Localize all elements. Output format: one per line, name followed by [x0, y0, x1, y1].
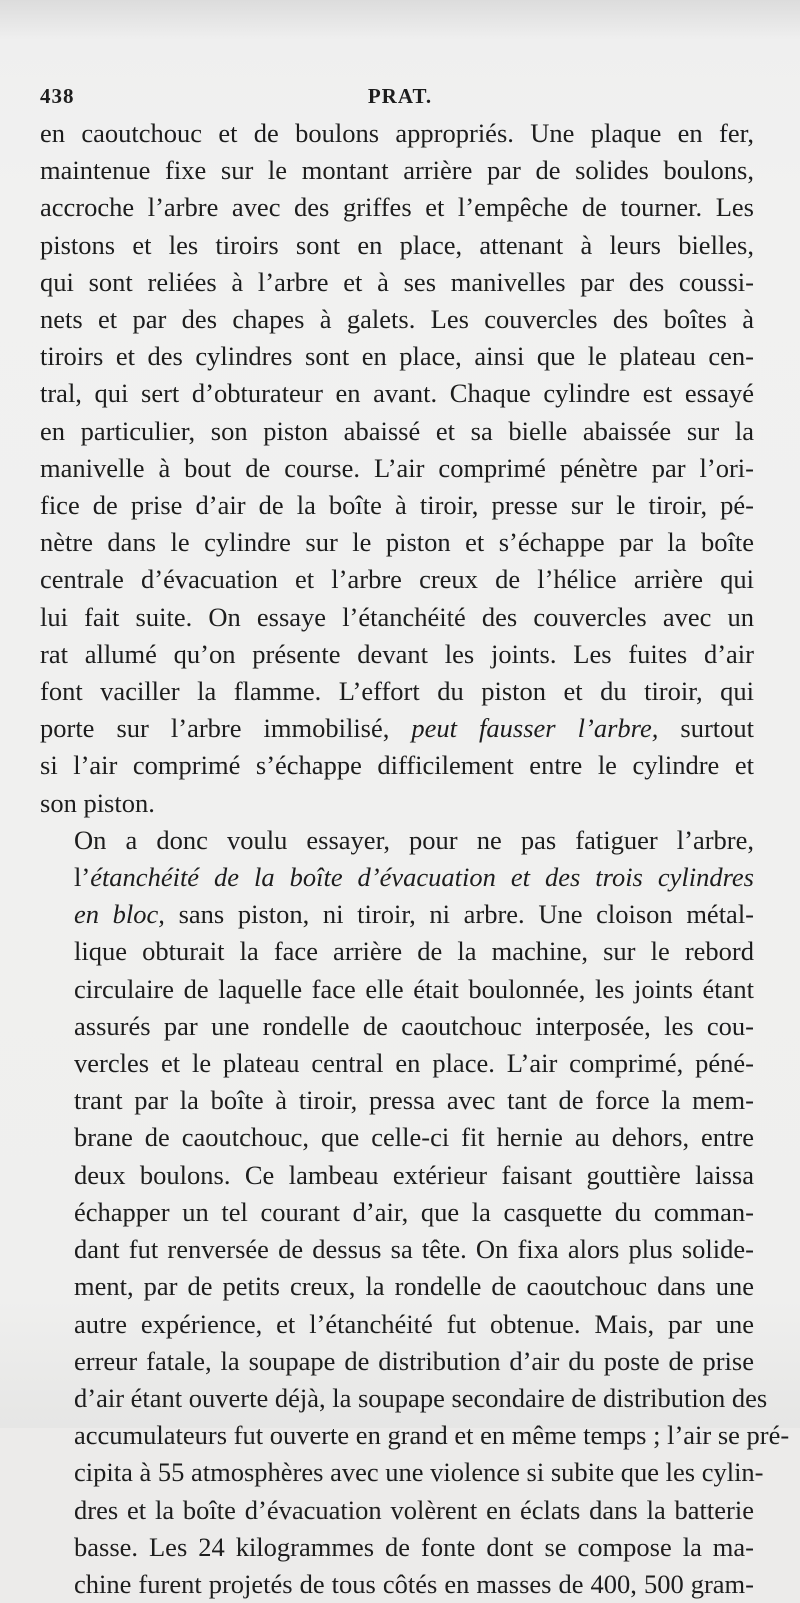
- italic-text: peut fausser l’arbre,: [411, 713, 659, 744]
- text-line: [40, 636, 754, 673]
- text-run: si l’air comprimé s’échappe difficilement entre le cylindre et: [40, 750, 754, 781]
- text-run: lui fait suite. On essaye l’étanchéité des couvercles avec un: [40, 601, 754, 632]
- text-line: [40, 115, 754, 152]
- text-line: [40, 1231, 754, 1268]
- text-run: On a donc voulu essayer, pour ne pas fatiguer l’arbre,: [74, 824, 754, 855]
- text-line: [40, 971, 754, 1008]
- paragraph: [40, 115, 754, 822]
- text-line: [40, 673, 754, 710]
- text-line: [40, 1306, 754, 1343]
- text-run: nètre dans le cylindre sur le piston et s’échappe par la boîte: [40, 527, 754, 558]
- text-line: [40, 1529, 754, 1566]
- text-run: accroche l’arbre avec des griffes et l’empêche de tourner. Les: [40, 192, 754, 223]
- text-run: font vaciller la flamme. L’effort du piston et du tiroir, qui: [40, 676, 754, 707]
- text-line: [40, 1566, 754, 1603]
- text-line: [40, 227, 754, 264]
- text-line: [40, 1157, 754, 1194]
- text-run: tiroirs et des cylindres sont en place, ainsi que le plateau cen-: [40, 341, 754, 372]
- text-run: son piston.: [40, 787, 155, 818]
- text-line: [40, 375, 754, 412]
- text-run: lique obturait la face arrière de la machine, sur le rebord: [74, 936, 754, 967]
- body-text: [40, 115, 790, 1603]
- page-number: 438: [40, 84, 75, 108]
- text-run: en particulier, son piston abaissé et sa bielle abaissée sur la: [40, 415, 754, 446]
- text-line: [40, 933, 754, 970]
- text-run: chine furent projetés de tous côtés en masses de 400, 500 gram-: [74, 1568, 754, 1599]
- text-line: [40, 189, 754, 226]
- text-line: [40, 896, 754, 933]
- text-line: [40, 338, 754, 375]
- text-line: [40, 1380, 768, 1417]
- text-line: [40, 859, 754, 896]
- text-run: trant par la boîte à tiroir, pressa avec tant de force la mem-: [74, 1085, 754, 1116]
- text-line: [40, 1045, 754, 1082]
- page-header: [40, 84, 760, 114]
- text-run: maintenue fixe sur le montant arrière par de solides boulons,: [40, 155, 754, 186]
- running-head: PRAT.: [367, 84, 433, 108]
- text-line: [40, 524, 754, 561]
- text-run: accumulateurs fut ouverte en grand et en même temps ; l’air se pré-: [74, 1420, 790, 1451]
- text-run: nets et par des chapes à galets. Les couvercles des boîtes à: [40, 304, 754, 335]
- text-line: [40, 1008, 754, 1045]
- text-line: [40, 1417, 790, 1454]
- text-run: cipita à 55 atmosphères avec une violence si subite que les cylin-: [74, 1457, 764, 1488]
- text-run: échapper un tel courant d’air, que la casquette du comman-: [74, 1196, 754, 1227]
- text-line: [40, 1268, 754, 1305]
- paragraph: [40, 822, 790, 1603]
- text-run: manivelle à bout de course. L’air comprimé pénètre par l’ori-: [40, 452, 754, 483]
- text-run: porte sur l’arbre immobilisé,: [40, 713, 412, 744]
- text-line: [40, 1194, 754, 1231]
- text-line: [40, 152, 754, 189]
- text-line: [40, 561, 754, 598]
- text-run: brane de caoutchouc, que celle-ci fit hernie au dehors, entre: [74, 1122, 754, 1153]
- text-run: rat allumé qu’on présente devant les joints. Les fuites d’air: [40, 638, 754, 669]
- text-run: tral, qui sert d’obturateur en avant. Chaque cylindre est essayé: [40, 378, 754, 409]
- text-line: [40, 450, 754, 487]
- text-run: centrale d’évacuation et l’arbre creux de l’hélice arrière qui: [40, 564, 754, 595]
- text-line: [40, 822, 754, 859]
- text-line: [40, 487, 754, 524]
- text-run: vercles et le plateau central en place. L’air comprimé, péné-: [74, 1048, 754, 1079]
- italic-text: en bloc,: [74, 899, 165, 930]
- text-run: qui sont reliées à l’arbre et à ses manivelles par des coussi-: [40, 266, 754, 297]
- text-run: surtout: [658, 713, 754, 744]
- text-line: [40, 1454, 764, 1491]
- text-run: l’: [74, 862, 91, 893]
- text-run: dres et la boîte d’évacuation volèrent en éclats dans la batterie: [74, 1494, 754, 1525]
- text-line: [40, 785, 754, 822]
- text-line: [40, 264, 754, 301]
- text-run: assurés par une rondelle de caoutchouc interposée, les cou-: [74, 1010, 754, 1041]
- text-run: d’air étant ouverte déjà, la soupape secondaire de distribution des: [74, 1382, 768, 1413]
- text-run: dant fut renversée de dessus sa tête. On fixa alors plus solide-: [74, 1234, 754, 1265]
- text-line: [40, 413, 754, 450]
- text-line: [40, 599, 754, 636]
- italic-text: étanchéité de la boîte d’évacuation et des trois cylindres: [90, 862, 754, 893]
- text-run: erreur fatale, la soupape de distribution d’air du poste de prise: [74, 1345, 754, 1376]
- text-line: [40, 301, 754, 338]
- text-run: circulaire de laquelle face elle était boulonnée, les joints étant: [74, 973, 754, 1004]
- text-run: ment, par de petits creux, la rondelle de caoutchouc dans une: [74, 1271, 754, 1302]
- text-line: [40, 1492, 754, 1529]
- text-line: [40, 747, 754, 784]
- text-run: pistons et les tiroirs sont en place, attenant à leurs bielles,: [40, 229, 754, 260]
- text-run: basse. Les 24 kilogrammes de fonte dont se compose la ma-: [74, 1531, 754, 1562]
- text-line: [40, 1343, 754, 1380]
- text-run: en caoutchouc et de boulons appropriés. Une plaque en fer,: [40, 118, 754, 148]
- text-run: sans piston, ni tiroir, ni arbre. Une cloison métal-: [164, 899, 755, 930]
- text-line: [40, 1082, 754, 1119]
- text-run: deux boulons. Ce lambeau extérieur faisant gouttière laissa: [74, 1159, 754, 1190]
- text-line: [40, 710, 754, 747]
- text-run: autre expérience, et l’étanchéité fut obtenue. Mais, par une: [74, 1308, 754, 1339]
- text-line: [40, 1119, 754, 1156]
- text-run: fice de prise d’air de la boîte à tiroir, presse sur le tiroir, pé-: [40, 490, 754, 521]
